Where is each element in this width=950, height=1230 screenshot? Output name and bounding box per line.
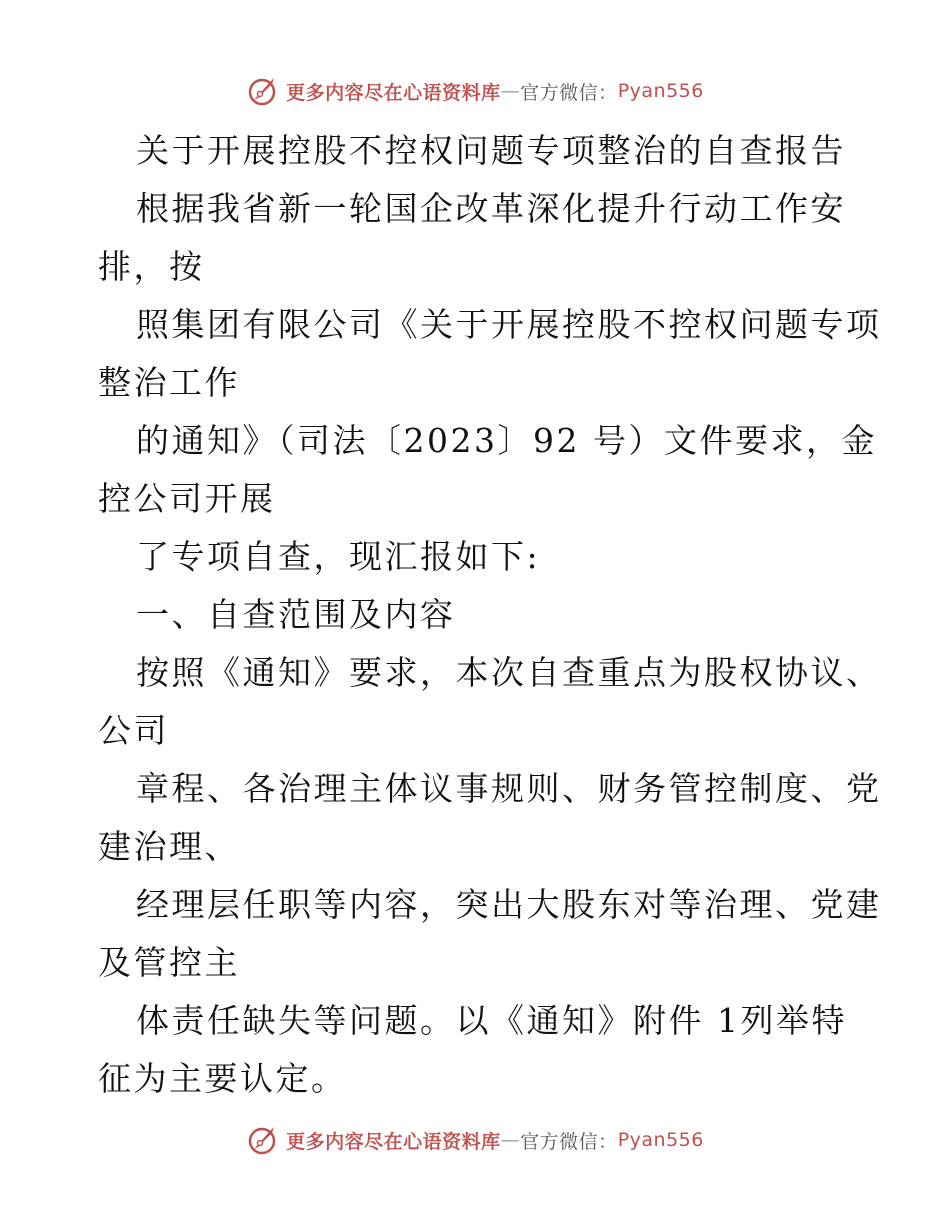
watermark-separator: —: [500, 80, 521, 102]
document-title: 关于开展控股不控权问题专项整治的自查报告: [136, 131, 846, 170]
footer-watermark: [0, 1122, 950, 1158]
paragraph-line: 经理层任职等内容，突出大股东对等治理、党建: [136, 885, 882, 924]
watermark-main-text: 更多内容尽在心语资料库: [286, 81, 501, 104]
paragraph-line: 体责任缺失等问题。以《通知》附件 1列举特: [136, 1001, 847, 1040]
paragraph-line: 征为主要认定。: [98, 1059, 347, 1098]
paragraph-line: 排，按: [98, 247, 205, 286]
watermark-wechat-label: 官方微信：: [520, 81, 618, 104]
watermark-wechat-label: 官方微信：: [520, 1130, 618, 1153]
paragraph-line: 整治工作: [98, 363, 240, 402]
document-body: [98, 122, 882, 1108]
paragraph-line: 按照《通知》要求，本次自查重点为股权协议、: [136, 653, 882, 692]
paragraph-line: 控公司开展: [98, 479, 276, 518]
watermark-account: Pyan556: [617, 1129, 704, 1151]
header-watermark: [0, 73, 950, 109]
watermark-main-text: 更多内容尽在心语资料库: [286, 1130, 501, 1153]
quill-logo-icon: [246, 1123, 280, 1157]
paragraph-line: 建治理、: [98, 827, 240, 866]
paragraph-line: 照集团有限公司《关于开展控股不控权问题专项: [136, 305, 882, 344]
paragraph-line: 的通知》（司法〔2023〕92 号）文件要求，金: [136, 421, 877, 460]
watermark-separator: —: [500, 1129, 521, 1151]
paragraph-line: 公司: [98, 711, 169, 750]
paragraph-line: 及管控主: [98, 943, 240, 982]
watermark-account: Pyan556: [617, 80, 704, 102]
quill-logo-icon: [246, 74, 280, 108]
paragraph-line: 章程、各治理主体议事规则、财务管控制度、党: [136, 769, 882, 808]
section-heading: 一、自查范围及内容: [136, 595, 456, 634]
paragraph-line: 根据我省新一轮国企改革深化提升行动工作安: [136, 189, 846, 228]
paragraph-line: 了专项自查，现汇报如下:: [136, 537, 541, 576]
